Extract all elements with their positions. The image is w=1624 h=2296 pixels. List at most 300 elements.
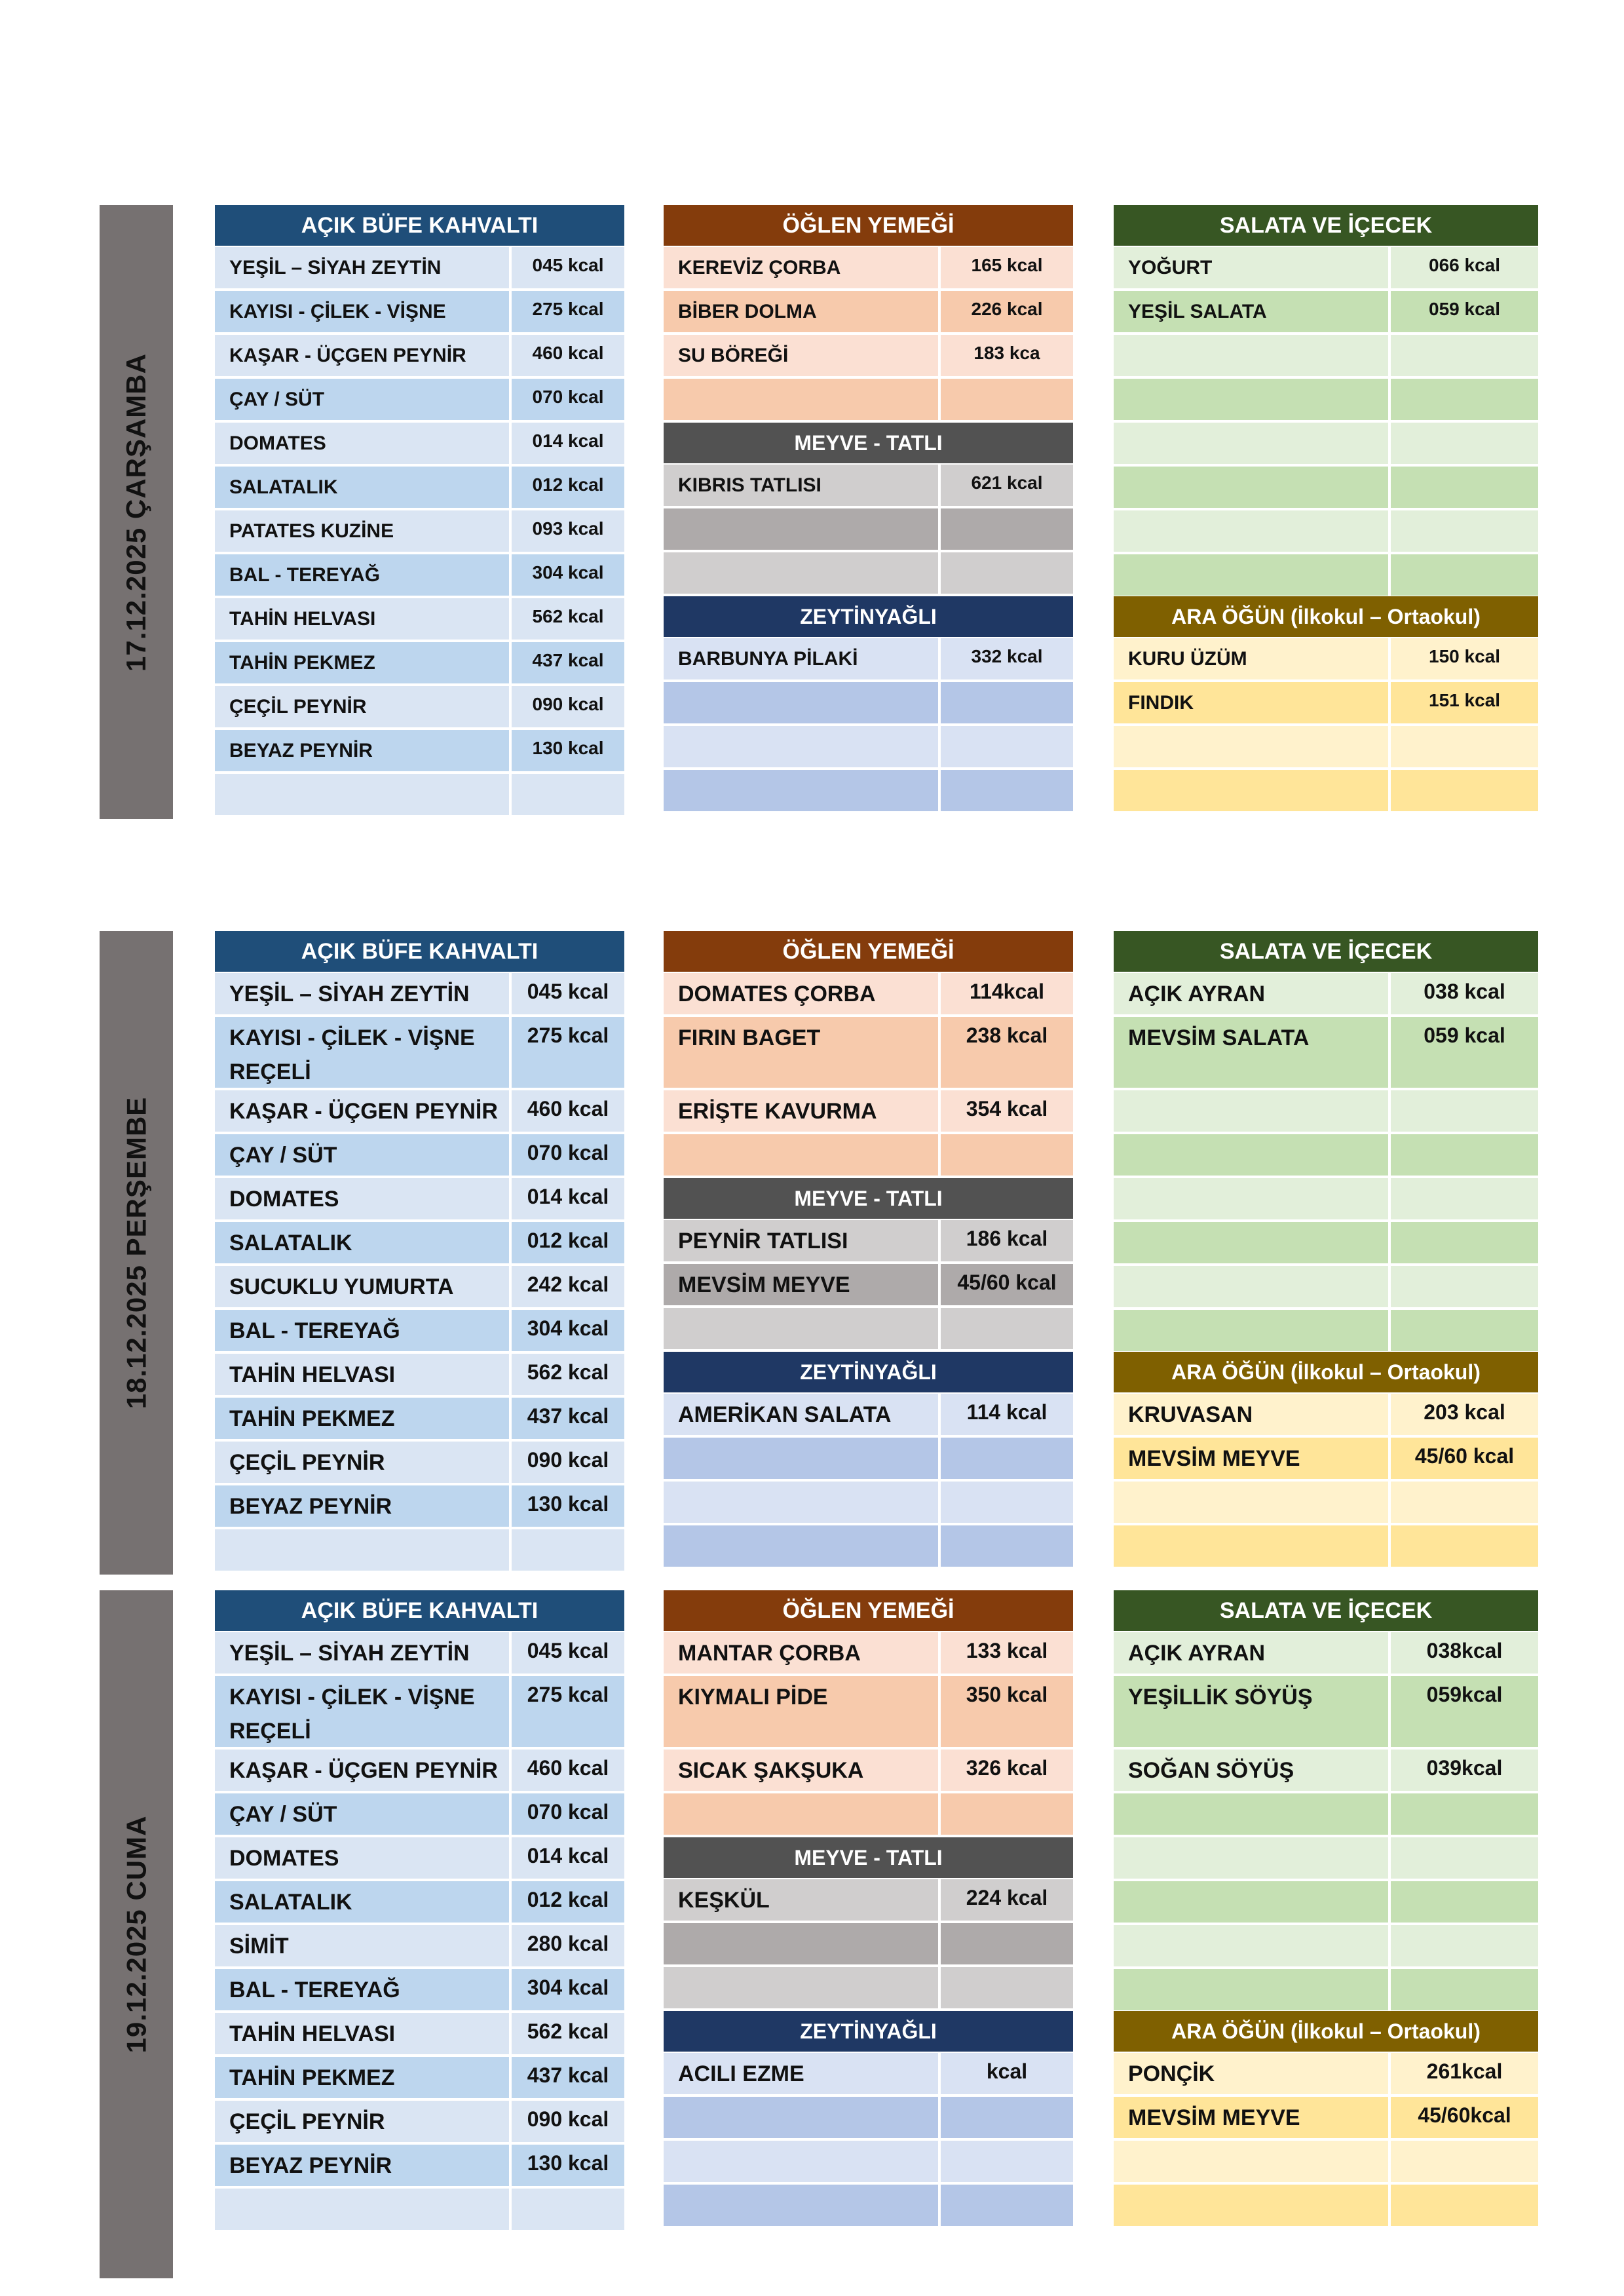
kahvalti-item-kcal: 437 kcal (512, 2057, 624, 2098)
ogle-row (664, 1134, 1073, 1178)
zeytin-item-name: ACILI EZME (664, 2053, 938, 2094)
ara-row (1114, 726, 1538, 770)
ara-item-name (1114, 1525, 1388, 1567)
salata-item-kcal (1391, 379, 1538, 420)
kahvalti-item-name (215, 774, 509, 815)
kahvalti-item-name: KAŞAR - ÜÇGEN PEYNİR (215, 1750, 509, 1791)
tatli-item-kcal: 186 kcal (941, 1220, 1073, 1261)
kahvalti-item-name: ÇAY / SÜT (215, 1793, 509, 1835)
salata-item-kcal: 059 kcal (1391, 1017, 1538, 1088)
ara-item-kcal: 45/60kcal (1391, 2097, 1538, 2138)
kahvalti-header: AÇIK BÜFE KAHVALTI (215, 205, 624, 246)
ara-item-name: KURU ÜZÜM (1114, 638, 1388, 679)
ogle-row (664, 973, 1073, 1017)
salata-item-kcal (1391, 1134, 1538, 1176)
kahvalti-row (215, 335, 624, 379)
kahvalti-item-name (215, 1529, 509, 1571)
salata-item-kcal (1391, 1178, 1538, 1219)
zeytin-item-name (664, 2097, 938, 2138)
zeytin-row (664, 2053, 1073, 2097)
ogle-item-kcal: 350 kcal (941, 1676, 1073, 1747)
kahvalti-row (215, 1178, 624, 1222)
salata-item-kcal (1391, 335, 1538, 376)
kahvalti-row (215, 1354, 624, 1398)
ogle-item-kcal: 165 kcal (941, 247, 1073, 288)
salata-item-kcal: 039kcal (1391, 1750, 1538, 1791)
ogle-row (664, 1676, 1073, 1750)
kahvalti-item-kcal: 012 kcal (512, 467, 624, 508)
ara-item-name (1114, 770, 1388, 811)
kahvalti-item-kcal: 562 kcal (512, 1354, 624, 1395)
salata-item-name (1114, 1310, 1388, 1351)
kahvalti-item-kcal: 460 kcal (512, 1750, 624, 1791)
ogle-item-name: KIYMALI PİDE (664, 1676, 938, 1747)
tatli-row (664, 1923, 1073, 1967)
ogle-row (664, 291, 1073, 335)
ara-item-kcal: 45/60 kcal (1391, 1438, 1538, 1479)
salata-row (1114, 1969, 1538, 2013)
kahvalti-item-kcal: 070 kcal (512, 1134, 624, 1176)
salata-item-kcal (1391, 1925, 1538, 1966)
kahvalti-item-name: KAYISI - ÇİLEK - VİŞNE (215, 291, 509, 332)
kahvalti-item-kcal: 045 kcal (512, 1632, 624, 1674)
ogle-row (664, 1090, 1073, 1134)
kahvalti-item-name: ÇEÇİL PEYNİR (215, 1442, 509, 1483)
kahvalti-item-name: ÇAY / SÜT (215, 1134, 509, 1176)
zeytin-item-kcal: 332 kcal (941, 638, 1073, 679)
salata-item-kcal: 066 kcal (1391, 247, 1538, 288)
ara-row (1114, 682, 1538, 726)
kahvalti-item-name: SİMİT (215, 1925, 509, 1966)
salata-item-name (1114, 1793, 1388, 1835)
zeytin-row (664, 1438, 1073, 1482)
ara-row (1114, 2185, 1538, 2229)
zeytin-item-name: BARBUNYA PİLAKİ (664, 638, 938, 679)
kahvalti-row (215, 1881, 624, 1925)
zeytin-row (664, 682, 1073, 726)
ogle-item-name: BİBER DOLMA (664, 291, 938, 332)
kahvalti-row (215, 598, 624, 642)
day-label-text: 19.12.2025 CUMA (121, 1815, 152, 2054)
kahvalti-item-kcal (512, 2189, 624, 2230)
zeytin-item-kcal (941, 2097, 1073, 2138)
ara-item-kcal: 203 kcal (1391, 1394, 1538, 1435)
ara-item-kcal (1391, 770, 1538, 811)
ogle-item-name: ERİŞTE KAVURMA (664, 1090, 938, 1132)
tatli-item-name (664, 552, 938, 594)
salata-row (1114, 1266, 1538, 1310)
kahvalti-row (215, 1632, 624, 1676)
ogle-row (664, 1793, 1073, 1837)
ara-row (1114, 1525, 1538, 1569)
salata-item-kcal (1391, 1090, 1538, 1132)
day-block (0, 205, 1624, 819)
kahvalti-item-name: KAŞAR - ÜÇGEN PEYNİR (215, 335, 509, 376)
salata-row (1114, 1837, 1538, 1881)
kahvalti-item-name: ÇAY / SÜT (215, 379, 509, 420)
kahvalti-item-kcal: 275 kcal (512, 1017, 624, 1088)
kahvalti-row (215, 1676, 624, 1750)
salata-row (1114, 247, 1538, 291)
zeytin-item-name (664, 1482, 938, 1523)
salata-row (1114, 1017, 1538, 1090)
salata-item-name (1114, 554, 1388, 596)
ara-item-name (1114, 1482, 1388, 1523)
kahvalti-row (215, 774, 624, 818)
salata-row (1114, 554, 1538, 598)
kahvalti-row (215, 247, 624, 291)
ogle-header: ÖĞLEN YEMEĞİ (664, 1590, 1073, 1631)
kahvalti-item-name: TAHİN PEKMEZ (215, 642, 509, 683)
kahvalti-row (215, 1442, 624, 1485)
salata-item-kcal (1391, 510, 1538, 552)
zeytin-item-name (664, 2141, 938, 2182)
kahvalti-row (215, 1793, 624, 1837)
tatli-item-kcal: 224 kcal (941, 1879, 1073, 1921)
salata-row (1114, 1310, 1538, 1354)
kahvalti-row (215, 2013, 624, 2057)
tatli-item-name (664, 1308, 938, 1349)
zeytin-item-kcal (941, 1438, 1073, 1479)
salata-item-kcal (1391, 467, 1538, 508)
kahvalti-item-name (215, 2189, 509, 2230)
salata-item-kcal (1391, 1837, 1538, 1879)
kahvalti-item-kcal: 562 kcal (512, 2013, 624, 2054)
salata-item-name (1114, 1222, 1388, 1263)
tatli-item-kcal (941, 508, 1073, 550)
salata-item-name (1114, 1090, 1388, 1132)
zeytin-row (664, 2185, 1073, 2229)
kahvalti-item-kcal: 014 kcal (512, 1837, 624, 1879)
kahvalti-row (215, 1266, 624, 1310)
kahvalti-item-kcal: 437 kcal (512, 1398, 624, 1439)
tatli-item-name (664, 1923, 938, 1964)
ogle-header: ÖĞLEN YEMEĞİ (664, 931, 1073, 972)
ara-row (1114, 770, 1538, 814)
zeytin-row (664, 1394, 1073, 1438)
salata-item-kcal (1391, 1222, 1538, 1263)
kahvalti-item-name: SALATALIK (215, 1881, 509, 1923)
kahvalti-item-kcal: 437 kcal (512, 642, 624, 683)
zeytin-item-name: AMERİKAN SALATA (664, 1394, 938, 1435)
kahvalti-item-kcal: 012 kcal (512, 1881, 624, 1923)
salata-item-name: MEVSİM SALATA (1114, 1017, 1388, 1088)
ara-row (1114, 1482, 1538, 1525)
salata-item-name (1114, 1266, 1388, 1307)
ogle-header: ÖĞLEN YEMEĞİ (664, 205, 1073, 246)
kahvalti-row (215, 510, 624, 554)
tatli-row (664, 1220, 1073, 1264)
tatli-row (664, 508, 1073, 552)
salata-row (1114, 1925, 1538, 1969)
ogle-row (664, 335, 1073, 379)
zeytin-item-kcal: kcal (941, 2053, 1073, 2094)
salata-row (1114, 1750, 1538, 1793)
kahvalti-item-name: DOMATES (215, 1837, 509, 1879)
kahvalti-item-kcal: 090 kcal (512, 1442, 624, 1483)
kahvalti-row (215, 642, 624, 686)
kahvalti-item-name: KAŞAR - ÜÇGEN PEYNİR (215, 1090, 509, 1132)
kahvalti-item-kcal: 014 kcal (512, 1178, 624, 1219)
kahvalti-item-name: DOMATES (215, 1178, 509, 1219)
ara-item-name: MEVSİM MEYVE (1114, 1438, 1388, 1479)
tatli-item-name (664, 508, 938, 550)
salata-item-kcal (1391, 554, 1538, 596)
kahvalti-row (215, 1017, 624, 1090)
kahvalti-row (215, 2101, 624, 2145)
salata-row (1114, 1134, 1538, 1178)
kahvalti-item-kcal: 304 kcal (512, 1310, 624, 1351)
zeytin-item-kcal (941, 1525, 1073, 1567)
tatli-row (664, 1967, 1073, 2011)
zeytin-row (664, 1482, 1073, 1525)
salata-item-kcal: 038kcal (1391, 1632, 1538, 1674)
kahvalti-item-kcal: 275 kcal (512, 291, 624, 332)
salata-item-name (1114, 510, 1388, 552)
kahvalti-item-kcal: 130 kcal (512, 1485, 624, 1527)
ogle-row (664, 1017, 1073, 1090)
kahvalti-item-kcal: 093 kcal (512, 510, 624, 552)
salata-row (1114, 973, 1538, 1017)
kahvalti-row (215, 1090, 624, 1134)
salata-item-kcal (1391, 1793, 1538, 1835)
kahvalti-row (215, 1837, 624, 1881)
kahvalti-item-kcal: 090 kcal (512, 686, 624, 727)
ara-item-kcal: 150 kcal (1391, 638, 1538, 679)
kahvalti-row (215, 2057, 624, 2101)
tatli-item-kcal (941, 1967, 1073, 2008)
day-label-text: 17.12.2025 ÇARŞAMBA (121, 353, 151, 672)
salata-item-name: SOĞAN SÖYÜŞ (1114, 1750, 1388, 1791)
salata-row (1114, 467, 1538, 510)
kahvalti-item-name: TAHİN HELVASI (215, 1354, 509, 1395)
kahvalti-item-kcal: 460 kcal (512, 1090, 624, 1132)
zeytin-row (664, 638, 1073, 682)
salata-row (1114, 1793, 1538, 1837)
kahvalti-row (215, 1485, 624, 1529)
salata-item-name (1114, 467, 1388, 508)
kahvalti-row (215, 1969, 624, 2013)
salata-item-name: YEŞİL SALATA (1114, 291, 1388, 332)
zeytin-item-name (664, 1525, 938, 1567)
ogle-item-name: DOMATES ÇORBA (664, 973, 938, 1014)
day-label (100, 1590, 173, 2278)
tatli-item-name: KEŞKÜL (664, 1879, 938, 1921)
salata-header: SALATA VE İÇECEK (1114, 205, 1538, 246)
tatli-row (664, 465, 1073, 508)
ara-row (1114, 1438, 1538, 1482)
kahvalti-item-kcal: 280 kcal (512, 1925, 624, 1966)
tatli-item-name: KIBRIS TATLISI (664, 465, 938, 506)
kahvalti-item-name: BEYAZ PEYNİR (215, 2145, 509, 2186)
kahvalti-item-kcal: 070 kcal (512, 379, 624, 420)
ara-item-name: KRUVASAN (1114, 1394, 1388, 1435)
day-label (100, 931, 173, 1575)
ogle-row (664, 247, 1073, 291)
tatli-header: MEYVE - TATLI (664, 1837, 1073, 1878)
kahvalti-item-name: TAHİN HELVASI (215, 598, 509, 640)
ogle-item-name: SU BÖREĞİ (664, 335, 938, 376)
kahvalti-item-name: ÇEÇİL PEYNİR (215, 686, 509, 727)
ogle-item-name: MANTAR ÇORBA (664, 1632, 938, 1674)
salata-header: SALATA VE İÇECEK (1114, 931, 1538, 972)
kahvalti-row (215, 1310, 624, 1354)
ara-row (1114, 2053, 1538, 2097)
kahvalti-item-kcal: 090 kcal (512, 2101, 624, 2142)
salata-item-name: AÇIK AYRAN (1114, 1632, 1388, 1674)
tatli-item-name (664, 1967, 938, 2008)
kahvalti-row (215, 2189, 624, 2232)
ara-row (1114, 2097, 1538, 2141)
zeytin-item-kcal (941, 2185, 1073, 2226)
kahvalti-item-kcal: 045 kcal (512, 973, 624, 1014)
ogle-row (664, 1632, 1073, 1676)
kahvalti-item-kcal: 304 kcal (512, 554, 624, 596)
salata-item-name (1114, 379, 1388, 420)
salata-item-kcal (1391, 423, 1538, 464)
salata-item-name (1114, 335, 1388, 376)
ogle-item-kcal: 238 kcal (941, 1017, 1073, 1088)
kahvalti-item-name: TAHİN PEKMEZ (215, 1398, 509, 1439)
ogle-item-kcal: 133 kcal (941, 1632, 1073, 1674)
zeytin-row (664, 770, 1073, 814)
salata-row (1114, 379, 1538, 423)
zeytin-item-kcal (941, 726, 1073, 767)
zeytin-item-name (664, 770, 938, 811)
kahvalti-header: AÇIK BÜFE KAHVALTI (215, 1590, 624, 1631)
ogle-item-kcal: 354 kcal (941, 1090, 1073, 1132)
kahvalti-row (215, 686, 624, 730)
ara-row (1114, 2141, 1538, 2185)
kahvalti-item-name: KAYISI - ÇİLEK - VİŞNE REÇELİ (215, 1017, 509, 1088)
ara-header: ARA ÖĞÜN (İlkokul – Ortaokul) (1114, 2011, 1538, 2052)
kahvalti-item-kcal (512, 774, 624, 815)
salata-row (1114, 335, 1538, 379)
zeytin-row (664, 2141, 1073, 2185)
ogle-item-kcal: 183 kca (941, 335, 1073, 376)
salata-header: SALATA VE İÇECEK (1114, 1590, 1538, 1631)
ogle-item-kcal (941, 379, 1073, 420)
tatli-header: MEYVE - TATLI (664, 1178, 1073, 1219)
kahvalti-item-name: BAL - TEREYAĞ (215, 554, 509, 596)
tatli-item-name: PEYNİR TATLISI (664, 1220, 938, 1261)
salata-row (1114, 1090, 1538, 1134)
kahvalti-row (215, 291, 624, 335)
zeytin-item-kcal: 114 kcal (941, 1394, 1073, 1435)
kahvalti-item-name: KAYISI - ÇİLEK - VİŞNE REÇELİ (215, 1676, 509, 1747)
kahvalti-item-kcal: 562 kcal (512, 598, 624, 640)
kahvalti-row (215, 554, 624, 598)
salata-item-kcal: 038 kcal (1391, 973, 1538, 1014)
kahvalti-row (215, 1398, 624, 1442)
zeytin-row (664, 2097, 1073, 2141)
kahvalti-item-name: TAHİN HELVASI (215, 2013, 509, 2054)
zeytin-header: ZEYTİNYAĞLI (664, 1352, 1073, 1392)
ara-header: ARA ÖĞÜN (İlkokul – Ortaokul) (1114, 596, 1538, 637)
kahvalti-row (215, 379, 624, 423)
salata-item-name (1114, 1881, 1388, 1923)
ara-row (1114, 638, 1538, 682)
kahvalti-item-name: YEŞİL – SİYAH ZEYTİN (215, 973, 509, 1014)
kahvalti-row (215, 2145, 624, 2189)
ogle-item-kcal: 226 kcal (941, 291, 1073, 332)
ara-item-kcal (1391, 726, 1538, 767)
day-block (0, 931, 1624, 1575)
kahvalti-row (215, 1925, 624, 1969)
kahvalti-row (215, 1750, 624, 1793)
kahvalti-item-name: TAHİN PEKMEZ (215, 2057, 509, 2098)
kahvalti-item-name: YEŞİL – SİYAH ZEYTİN (215, 1632, 509, 1674)
zeytin-item-name (664, 2185, 938, 2226)
salata-row (1114, 510, 1538, 554)
tatli-row (664, 1264, 1073, 1308)
ara-item-name (1114, 2141, 1388, 2182)
kahvalti-row (215, 1529, 624, 1573)
kahvalti-header: AÇIK BÜFE KAHVALTI (215, 931, 624, 972)
salata-row (1114, 423, 1538, 467)
zeytin-item-name (664, 682, 938, 723)
zeytin-item-kcal (941, 682, 1073, 723)
salata-row (1114, 1881, 1538, 1925)
ogle-item-kcal (941, 1793, 1073, 1835)
kahvalti-row (215, 973, 624, 1017)
zeytin-row (664, 1525, 1073, 1569)
kahvalti-item-name: SUCUKLU YUMURTA (215, 1266, 509, 1307)
kahvalti-row (215, 423, 624, 467)
kahvalti-item-kcal: 012 kcal (512, 1222, 624, 1263)
zeytin-item-kcal (941, 1482, 1073, 1523)
ara-item-name (1114, 2185, 1388, 2226)
kahvalti-item-kcal: 130 kcal (512, 2145, 624, 2186)
kahvalti-item-name: YEŞİL – SİYAH ZEYTİN (215, 247, 509, 288)
ogle-row (664, 1750, 1073, 1793)
ara-item-name: FINDIK (1114, 682, 1388, 723)
kahvalti-item-name: BEYAZ PEYNİR (215, 1485, 509, 1527)
ara-item-kcal (1391, 2141, 1538, 2182)
ara-item-kcal (1391, 1525, 1538, 1567)
tatli-item-kcal: 621 kcal (941, 465, 1073, 506)
kahvalti-row (215, 730, 624, 774)
ara-row (1114, 1394, 1538, 1438)
tatli-item-name: MEVSİM MEYVE (664, 1264, 938, 1305)
tatli-header: MEYVE - TATLI (664, 423, 1073, 463)
kahvalti-item-name: BAL - TEREYAĞ (215, 1969, 509, 2010)
salata-item-name (1114, 1178, 1388, 1219)
kahvalti-row (215, 1134, 624, 1178)
ogle-item-name: KEREVİZ ÇORBA (664, 247, 938, 288)
tatli-row (664, 1308, 1073, 1352)
salata-row (1114, 1178, 1538, 1222)
tatli-row (664, 552, 1073, 596)
zeytin-row (664, 726, 1073, 770)
ara-header: ARA ÖĞÜN (İlkokul – Ortaokul) (1114, 1352, 1538, 1392)
ara-item-kcal: 151 kcal (1391, 682, 1538, 723)
kahvalti-item-kcal: 242 kcal (512, 1266, 624, 1307)
day-block (0, 1590, 1624, 2278)
salata-row (1114, 1222, 1538, 1266)
salata-item-name (1114, 423, 1388, 464)
ogle-item-name (664, 379, 938, 420)
ogle-item-name (664, 1134, 938, 1176)
kahvalti-item-kcal: 014 kcal (512, 423, 624, 464)
ogle-item-kcal (941, 1134, 1073, 1176)
zeytin-item-name (664, 726, 938, 767)
salata-row (1114, 1632, 1538, 1676)
zeytin-header: ZEYTİNYAĞLI (664, 2011, 1073, 2052)
kahvalti-item-name: SALATALIK (215, 1222, 509, 1263)
salata-item-name: AÇIK AYRAN (1114, 973, 1388, 1014)
ara-item-kcal: 261kcal (1391, 2053, 1538, 2094)
